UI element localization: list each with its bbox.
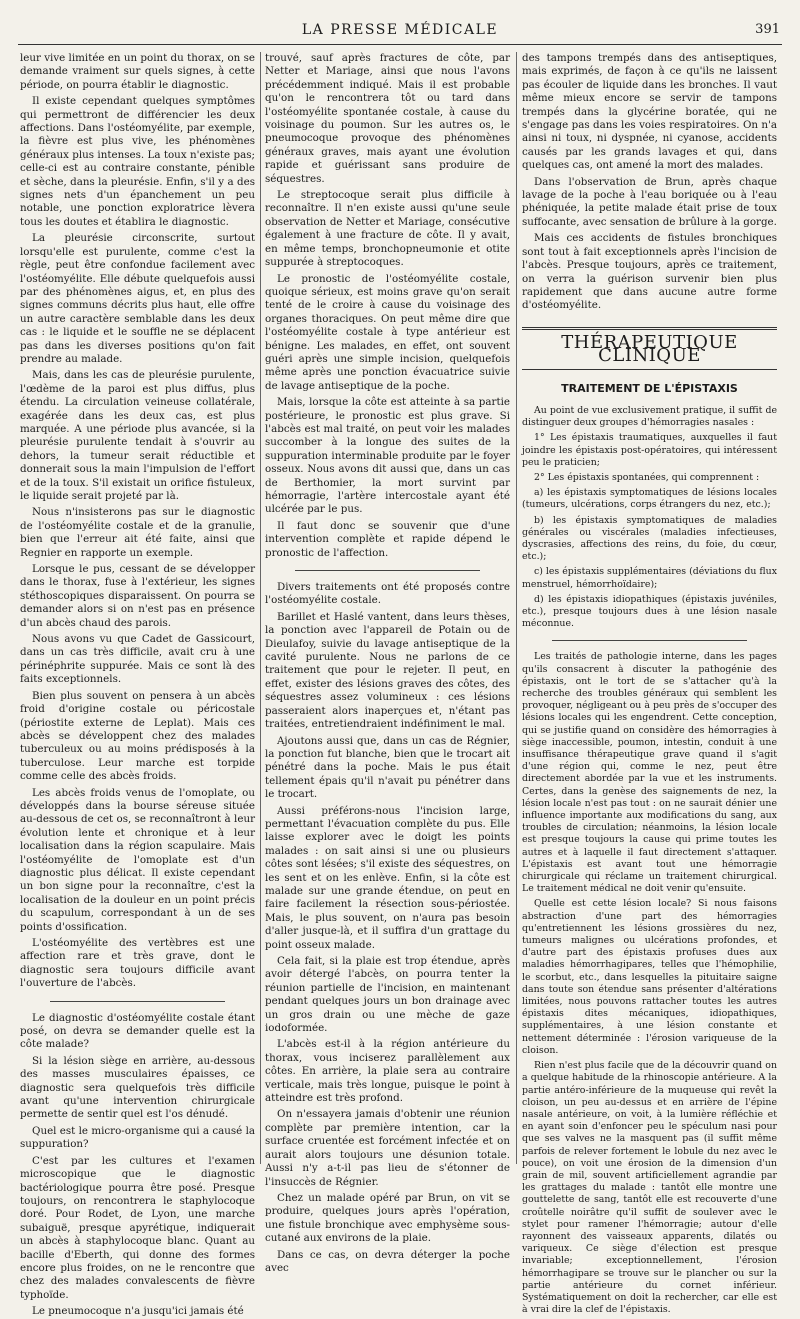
paragraph: Mais ces accidents de fistules bronchiques sont tout à fait exceptionnels après l'incision de l'abcès. Presque toujours, après ce traitement, on verra la guérison survenir bien plus rapidement que dans aucune autre forme d'ostéomyélite.: [522, 232, 777, 312]
column-right: [522, 52, 777, 1316]
paragraph: Nous avons vu que Cadet de Gassicourt, dans un cas très difficile, avait cru à une périnéphrite suppurée. Mais ce sont là des faits exceptionnels.: [20, 633, 255, 686]
column-divider: [516, 52, 517, 1164]
list-item: 2° Les épistaxis spontanées, qui comprennent :: [534, 471, 760, 483]
paragraph: Ajoutons aussi que, dans un cas de Régnier, la ponction fut blanche, bien que le trocart ait pénétré dans la poche. Mais le pus était tellement épais qu'il n'avait pu pénétrer dans le trocart.: [265, 734, 510, 801]
paragraph: Nous n'insisterons pas sur le diagnostic de l'ostéomyélite costale et de la granulie, bien que l'erreur ait été faite, ainsi que Regnier en rapporte un exemple.: [20, 506, 255, 559]
paragraph: Dans ce cas, on devra déterger la poche avec: [265, 1248, 510, 1274]
paragraph: Les traités de pathologie interne, dans les pages qu'ils consacrent à discuter la pathogénie des épistaxis, ont le tort de se s'attacher qu'à la recherche des troubles généraux qui semblent les provoquer, négligeant ou à peu près de s'occuper des lésions locales qui les engendrent. Cette conception, qui se justifie quand on considère des hémorragies à siège inaccessible, poumon, intestin, conduit à une insuffisance thérapeutique grave quand il s'agit d'une région qui, comme le nez, peut être directement abordée par la vue et les instruments. Certes, dans la genèse des saignements de nez, la lésion locale n'est pas tout : on ne saurait dénier une influence importante aux modifications du sang, aux troubles de circulation; néanmoins, la lésion locale est presque toujours la cause qui prime toutes les autres et à laquelle il faut directement s'attaquer. L'épistaxis est avant tout une hémorragie chirurgicale qui réclame un traitement chirurgical. Le traitement médical ne doit venir qu'ensuite.: [522, 651, 777, 895]
column-left: [20, 52, 255, 1318]
paragraph: Cela fait, si la plaie est trop étendue, après avoir détergé l'abcès, on pourra tenter la réunion partielle de l'incision, en maintenant pendant quelques jours un bon drainage avec un gros drain ou une mèche de gaze iodoformée.: [265, 955, 510, 1035]
article-title: TRAITEMENT DE L'ÉPISTAXIS: [561, 381, 738, 395]
paragraph: Il faut donc se souvenir que d'une intervention complète et rapide dépend le pronostic de l'affection.: [265, 519, 510, 559]
paragraph: Rien n'est plus facile que de la découvrir quand on a quelque habitude de la rhinoscopie antérieure. A la partie antéro-inférieure de la muqueuse qui revêt la cloison, un peu au-dessus et en arrière de l'épine nasale antérieure, on voit, à la lumière réfléchie et en ayant soin d'enfoncer peu le spéculum nasi pour que ses valves ne la masquent pas (il suffit même parfois de relever fortement le lobule du nez avec le pouce), on voit une érosion de la dimension d'un grain de mil, souvent artificiellement agrandie par les grattages du malade : tantôt elle montre une gouttelette de sang, tantôt elle est recouverte d'une croûtelle noirâtre qu'il suffit de soulever avec le stylet pour ramener l'hémorragie; autour d'elle rayonnent des vaisseaux apparents, dilatés ou variqueux. Ce siège d'élection est presque invariable; exceptionnellement, l'érosion hémorrhagipare se trouve sur le plancher ou sur la partie antérieure du cornet inférieur. Systématiquement on doit la rechercher, car elle est à vrai dire la clef de l'épistaxis.: [522, 1060, 777, 1316]
column-divider: [260, 52, 261, 1164]
paragraph: des tampons trempés dans des antiseptiques, mais exprimés, de façon à ce qu'ils ne laissent pas écouler de liquide dans les bronches. Il vaut même mieux encore se servir de tampons trempés dans la glycérine boratée, qui ne s'engage pas dans les voies respiratoires. On n'a ainsi ni toux, ni dyspnée, ni cyanose, accidents causés par les grands lavages et qui, dans quelques cas, ont amené la mort des malades.: [522, 52, 777, 172]
list-item: d) les épistaxis idiopathiques (épistaxis juvéniles, etc.), presque toujours dues à une lésion nasale méconnue.: [522, 593, 777, 630]
paragraph: L'abcès est-il à la région antérieure du thorax, vous inciserez parallèlement aux côtes. En arrière, la plaie sera au contraire verticale, mais très longue, puisque le point à atteindre est très profond.: [265, 1038, 510, 1105]
paragraph: trouvé, sauf après fractures de côte, par Netter et Mariage, ainsi que nous l'avons précédemment indiqué. Mais il est probable qu'on le rencontrera tôt ou tard dans l'ostéomyélite spontanée costale, à cause du voisinage du poumon. Sur les autres os, le pneumocoque provoque des phénomènes généraux graves, mais ayant une évolution rapide et guérissant sans produire de séquestres.: [265, 52, 510, 185]
paragraph: La pleurésie circonscrite, surtout lorsqu'elle est purulente, comme c'est la règle, peut être confondue facilement avec l'ostéomyélite. Elle débute quelquefois aussi par des phénomènes aigus, et, en plus des signes communs décrits plus haut, elle offre un autre caractère semblable dans les deux cas : le liquide et le souffle ne se déplacent pas dans les diverses positions qu'on fait prendre au malade.: [20, 232, 255, 365]
paragraph: Quelle est cette lésion locale? Si nous faisons abstraction d'une part des hémorragies qu'entretiennent les lésions grossières du nez, tumeurs malignes ou ulcérations profondes, et d'autre part des épistaxis profuses dues aux maladies hémorrhagipares, telles que l'hémophilie, le scorbut, etc., dans lesquelles la pituitaire saigne dans toute son étendue sans présenter d'altérations limitées, nous pouvons rattacher toutes les autres épistaxis dites mécaniques, idiopathiques, supplémentaires, à une lésion constante et nettement déterminée : l'érosion variqueuse de la cloison.: [522, 898, 777, 1056]
paragraph: Le streptocoque serait plus difficile à reconnaître. Il n'en existe aussi qu'une seule observation de Netter et Mariage, consécutive également à une fracture de côte. Il y avait, en même temps, bronchopneumonie et otite suppurée à streptocoques.: [265, 189, 510, 269]
list-item: a) les épistaxis symptomatiques de lésions locales (tumeurs, ulcérations, corps étrangers du nez, etc.);: [522, 487, 777, 511]
page-number: 391: [755, 22, 780, 37]
list-item: c) les épistaxis supplémentaires (déviations du flux menstruel, hémorrhoïdaire);: [522, 566, 777, 590]
paragraph: Barillet et Haslé vantent, dans leurs thèses, la ponction avec l'appareil de Potain ou de Dieulafoy, suivie du lavage antiseptique de la cavité purulente. Nous ne parlons de ce traitement que pour le rejeter. Il peut, en effet, exister des lésions graves des côtes, des séquestres assez volumineux : ces lésions passeraient alors inaperçues et, n'étant pas traitées, entretiendraient indéfiniment le mal.: [265, 610, 510, 731]
section-separator: [50, 1001, 225, 1002]
paragraph: Chez un malade opéré par Brun, on vit se produire, quelques jours après l'opération, une fistule bronchique avec emphysème sous-cutané aux environs de la plaie.: [265, 1191, 510, 1245]
header-rule: [18, 44, 782, 45]
paragraph: Il existe cependant quelques symptômes qui permettront de différencier les deux affections. Dans l'ostéomyélite, par exemple, la fièvre est plus vive, les phénomènes généraux plus intenses. La toux n'existe pas; celle-ci est au contraire constante, pénible et sèche, dans la pleurésie. Enfin, s'il y a des signes nets d'un épanchement un peu notable, une ponction exploratrice lèvera tous les doutes et établira le diagnostic.: [20, 95, 255, 228]
paragraph: C'est par les cultures et l'examen microscopique que le diagnostic bactériologique pourra être posé. Presque toujours, on rencontrera le staphylocoque doré. Pour Rodet, de Lyon, une marche subaiguë, presque apyrétique, indiquerait un abcès à staphylocoque blanc. Quant au bacille d'Eberth, qui donne des formes encore plus froides, on ne le rencontre que chez des malades convalescents de fièvre typhoïde.: [20, 1154, 255, 1301]
paragraph: Dans l'observation de Brun, après chaque lavage de la poche à l'eau boriquée ou à l'eau phéniquée, la petite malade était prise de toux suffocante, avec sensation de brûlure à la gorge.: [522, 175, 777, 228]
paragraph: On n'essayera jamais d'obtenir une réunion complète par première intention, car la surface cruentée est forcément infectée et on aurait alors toujours une désunion totale. Aussi n'y a-t-il pas lieu de s'étonner de l'insuccès de Régnier.: [265, 1108, 510, 1188]
journal-title: LA PRESSE MÉDICALE: [301, 22, 499, 38]
paragraph: Le pronostic de l'ostéomyélite costale, quoique sérieux, est moins grave qu'on serait tenté de le croire à cause du voisinage des organes thoraciques. On peut même dire que l'ostéomyélite costale à type antérieur est bénigne. Les malades, en effet, ont souvent guéri après une simple incision, quelquefois même après une ponction évacuatrice suivie de lavage antiseptique de la poche.: [265, 272, 510, 392]
page-header: [0, 18, 800, 44]
list-item: b) les épistaxis symptomatiques de maladies générales ou viscérales (maladies infectieuses, dyscrasies, affections des reins, du foie, du cœur, etc.);: [522, 514, 777, 563]
paragraph: L'ostéomyélite des vertèbres est une affection rare et très grave, dont le diagnostic sera toujours difficile avant l'ouverture de l'abcès.: [20, 937, 255, 990]
paragraph: Les abcès froids venus de l'omoplate, ou développés dans la bourse séreuse située au-dessous de cet os, se reconnaîtront à leur évolution lente et chronique et à leur localisation dans la région scapulaire. Mais l'ostéomyélite de l'omoplate est d'un diagnostic plus délicat. Il existe cependant un bon signe pour la reconnaître, c'est la localisation de la douleur en un point précis du scapulum, correspondant à un de ses points d'ossification.: [20, 786, 255, 933]
paragraph: Lorsque le pus, cessant de se développer dans le thorax, fuse à l'extérieur, les signes stéthoscopiques disparaissent. On pourra se demander alors si on n'est pas en présence d'un abcès chaud des parois.: [20, 563, 255, 629]
section-separator: [295, 570, 480, 571]
paragraph: Au point de vue exclusivement pratique, il suffit de distinguer deux groupes d'hémorragies nasales :: [522, 404, 777, 429]
paragraph: Divers traitements ont été proposés contre l'ostéomyélite costale.: [265, 581, 510, 607]
paragraph: Mais, lorsque la côte est atteinte à sa partie postérieure, le pronostic est plus grave. Si l'abcès est mal traité, on peut voir les malades succomber à la longue des suites de la suppuration interminable produite par le foyer osseux. Nous avons dit aussi que, dans un cas de Berthomier, la mort survint par hémorragie, l'artère intercostale ayant été ulcérée par le pus.: [265, 396, 510, 516]
section-heading: THÉRAPEUTIQUE CLINIQUE: [522, 327, 777, 370]
paragraph: Aussi préférons-nous l'incision large, permettant l'évacuation complète du pus. Elle laisse explorer avec le doigt les points malades : on sait ainsi si une ou plusieurs côtes sont lésées; s'il existe des séquestres, on les sent et on les enlève. Enfin, si la côte est malade sur une grande étendue, on peut en faire facilement la résection sous-périostée. Mais, le plus souvent, on n'aura pas besoin d'aller jusque-là, et il suffira d'un grattage du point osseux malade.: [265, 804, 510, 951]
paragraph: leur vive limitée en un point du thorax, on se demande vraiment sur quels signes, à cette période, on pourra établir le diagnostic.: [20, 52, 255, 91]
paragraph: Le pneumocoque n'a jusqu'ici jamais été: [32, 1305, 244, 1318]
column-middle: [265, 52, 510, 1274]
paragraph: Si la lésion siège en arrière, au-dessous des masses musculaires épaisses, ce diagnostic sera quelquefois très difficile avant qu'une intervention chirurgicale permette de sentir quel est l'os dénudé.: [20, 1054, 255, 1121]
paragraph: Bien plus souvent on pensera à un abcès froid d'origine costale ou péricostale (périostite externe de Leplat). Mais ces abcès se développent chez des malades tuberculeux ou au moins prédisposés à la tuberculose. Leur marche est torpide comme celle des abcès froids.: [20, 689, 255, 783]
list-item: 1° Les épistaxis traumatiques, auxquelles il faut joindre les épistaxis post-opératoires, qui intéressent peu le praticien;: [522, 432, 777, 468]
paragraph: Quel est le micro-organisme qui a causé la suppuration?: [20, 1124, 255, 1151]
section-separator: [552, 640, 747, 641]
paragraph: Le diagnostic d'ostéomyélite costale étant posé, on devra se demander quelle est la côte malade?: [20, 1011, 255, 1051]
paragraph: Mais, dans les cas de pleurésie purulente, l'œdème de la paroi est plus diffus, plus étendu. La circulation veineuse collatérale, exagérée dans les deux cas, est plus marquée. A une période plus avancée, si la pleurésie purulente tendait à s'ouvrir au dehors, la tumeur serait réductible et donnerait sous la main l'impulsion de l'effort et de la toux. S'il existait un orifice fistuleux, le liquide serait projeté par là.: [20, 369, 255, 502]
